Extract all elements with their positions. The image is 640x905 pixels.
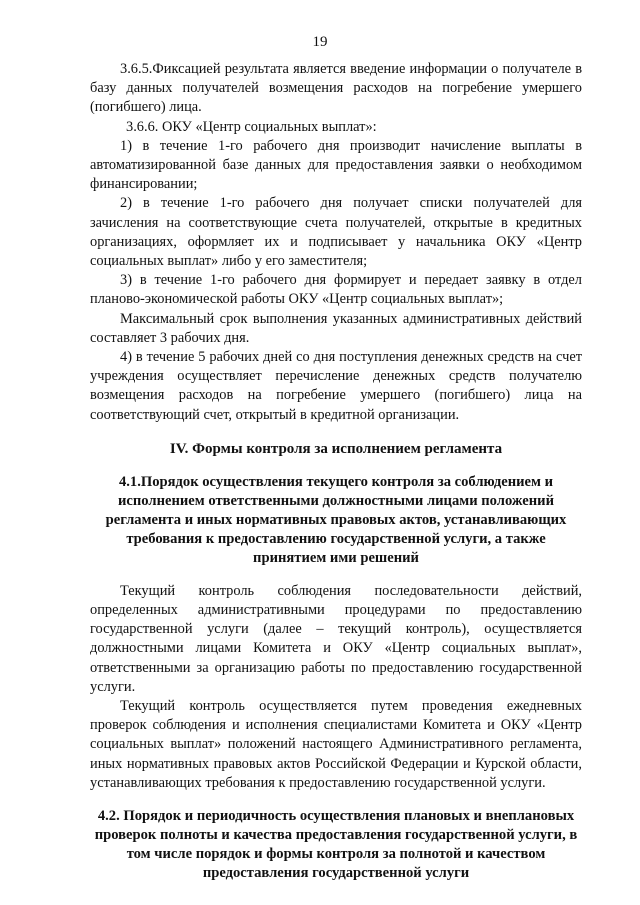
spacer (90, 793, 582, 807)
spacer (90, 425, 582, 439)
paragraph-3-6-6: 3.6.6. ОКУ «Центр социальных выплат»: (126, 118, 377, 135)
page-number: 19 (312, 34, 328, 50)
paragraph-current-control: Текущий контроль соблюдения последовательности действий, определенных административными процедурами по предоставлению государственной услуги (далее – текущий контроль), осуществляется должностными лицами Комитета и ОКУ «Центр социальных выплат», ответственными за организацию работы по предоставлению государственной услуги. (90, 582, 582, 695)
subsection-4-1-heading: 4.1.Порядок осуществления текущего контроля за соблюдением и исполнением ответственными должностными лицами положений регламента и иных нормативных правовых актов, устанавливающих требования к предоставлению государственной услуги, а также принятием ими решений (105, 473, 567, 566)
paragraph-item-1: 1) в течение 1-го рабочего дня производит начисление выплаты в автоматизированной базе данных для предоставления заявки о необходимом финансировании; (90, 137, 582, 193)
paragraph-item-3: 3) в течение 1-го рабочего дня формирует и передает заявку в отдел планово-экономической работы ОКУ «Центр социальных выплат»; (90, 272, 582, 308)
paragraph-max-term: Максимальный срок выполнения указанных административных действий составляет 3 рабочих дня. (90, 310, 582, 346)
paragraph-item-4: 4) в течение 5 рабочих дней со дня поступления денежных средств на счет учреждения осуществляет перечисление денежных средств получателю возмещения расходов на погребение умершего (погибшего) лица на соответствующий счет, открытый в кредитной организации. (90, 349, 582, 423)
paragraph-control-method: Текущий контроль осуществляется путем проведения ежедневных проверок соблюдения и исполнения специалистами Комитета и ОКУ «Центр социальных выплат» положений настоящего Административного регламента, иных нормативных правовых актов Российской Федерации и Курской области, устанавливающих требования к предоставлению государственной услуги. (90, 698, 582, 791)
spacer (90, 568, 582, 582)
subsection-4-2-heading: 4.2. Порядок и периодичность осуществления плановых и внеплановых проверок полноты и качества предоставления государственной услуги, в том числе порядок и формы контроля за полнотой и качеством предоставления государственной услуги (94, 808, 578, 882)
spacer (90, 459, 582, 473)
paragraph-3-6-5: 3.6.5.Фиксацией результата является введение информации о получателе в базу данных получателей возмещения расходов на погребение умершего (погибшего) лица. (90, 61, 582, 116)
paragraph-item-2: 2) в течение 1-го рабочего дня получает списки получателей для зачисления на соответствующие счета получателей, открытые в кредитных организациях, оформляет их и подписывает у начальника ОКУ «Центр социальных выплат» либо у его заместителя; (90, 195, 582, 270)
section-heading: IV. Формы контроля за исполнением регламента (169, 440, 503, 457)
document-body (90, 60, 582, 883)
